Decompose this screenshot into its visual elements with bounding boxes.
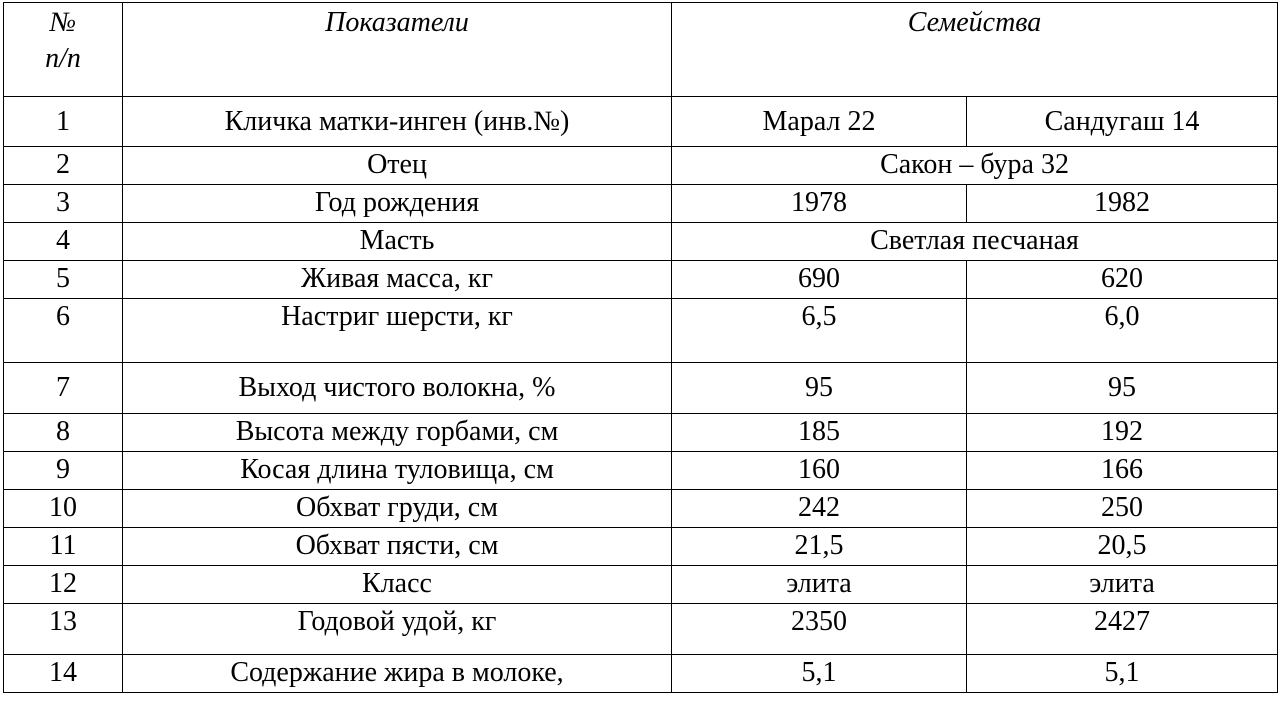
family-b-value: элита (967, 566, 1278, 604)
header-num-cell (4, 3, 123, 97)
family-b-value: 2427 (967, 604, 1278, 655)
row-number: 5 (4, 261, 123, 299)
family-a-value: элита (672, 566, 967, 604)
row-number: 11 (4, 528, 123, 566)
row-number: 12 (4, 566, 123, 604)
table-row (4, 185, 1278, 223)
row-number: 9 (4, 452, 123, 490)
family-b-value: 192 (967, 414, 1278, 452)
family-a-value: 6,5 (672, 299, 967, 363)
row-label: Класс (123, 566, 672, 604)
table-row (4, 299, 1278, 363)
row-number: 10 (4, 490, 123, 528)
row-label: Масть (123, 223, 672, 261)
header-num-symbol: № (49, 7, 77, 38)
table-row (4, 414, 1278, 452)
family-b-value: 250 (967, 490, 1278, 528)
family-b-value: 1982 (967, 185, 1278, 223)
row-label: Обхват пясти, см (123, 528, 672, 566)
header-num-abbr: п/п (45, 43, 81, 74)
table-row (4, 363, 1278, 414)
table-row (4, 604, 1278, 655)
table-row (4, 490, 1278, 528)
family-b-value: Сандугаш 14 (967, 97, 1278, 147)
table-row (4, 655, 1278, 693)
family-a-value: 1978 (672, 185, 967, 223)
family-b-value: 6,0 (967, 299, 1278, 363)
row-label: Живая масса, кг (123, 261, 672, 299)
merged-value: Сакон – бура 32 (672, 147, 1278, 185)
row-label: Косая длина туловища, см (123, 452, 672, 490)
data-table (3, 2, 1278, 693)
table-row (4, 147, 1278, 185)
merged-value: Светлая песчаная (672, 223, 1278, 261)
row-label: Год рождения (123, 185, 672, 223)
row-label: Настриг шерсти, кг (123, 299, 672, 363)
family-b-value: 5,1 (967, 655, 1278, 693)
family-a-value: 242 (672, 490, 967, 528)
table-row (4, 261, 1278, 299)
table-row (4, 566, 1278, 604)
row-label: Обхват груди, см (123, 490, 672, 528)
row-label: Содержание жира в молоке, (123, 655, 672, 693)
row-number: 8 (4, 414, 123, 452)
family-b-value: 95 (967, 363, 1278, 414)
row-number: 2 (4, 147, 123, 185)
row-number: 14 (4, 655, 123, 693)
row-label: Кличка матки-инген (инв.№) (123, 97, 672, 147)
family-a-value: 21,5 (672, 528, 967, 566)
row-label: Годовой удой, кг (123, 604, 672, 655)
family-a-value: 95 (672, 363, 967, 414)
row-number: 4 (4, 223, 123, 261)
table-row (4, 223, 1278, 261)
family-a-value: 5,1 (672, 655, 967, 693)
header-row (4, 3, 1278, 97)
family-a-value: 690 (672, 261, 967, 299)
table-row (4, 97, 1278, 147)
family-b-value: 620 (967, 261, 1278, 299)
header-families-cell: Семейства (672, 3, 1278, 97)
family-a-value: 2350 (672, 604, 967, 655)
table-row (4, 452, 1278, 490)
family-a-value: 185 (672, 414, 967, 452)
row-label: Высота между горбами, см (123, 414, 672, 452)
family-b-value: 20,5 (967, 528, 1278, 566)
row-number: 1 (4, 97, 123, 147)
row-number: 7 (4, 363, 123, 414)
table-row (4, 528, 1278, 566)
family-a-value: 160 (672, 452, 967, 490)
row-number: 13 (4, 604, 123, 655)
row-number: 3 (4, 185, 123, 223)
family-a-value: Марал 22 (672, 97, 967, 147)
header-indicators-cell: Показатели (123, 3, 672, 97)
row-number: 6 (4, 299, 123, 363)
row-label: Отец (123, 147, 672, 185)
row-label: Выход чистого волокна, % (123, 363, 672, 414)
family-b-value: 166 (967, 452, 1278, 490)
